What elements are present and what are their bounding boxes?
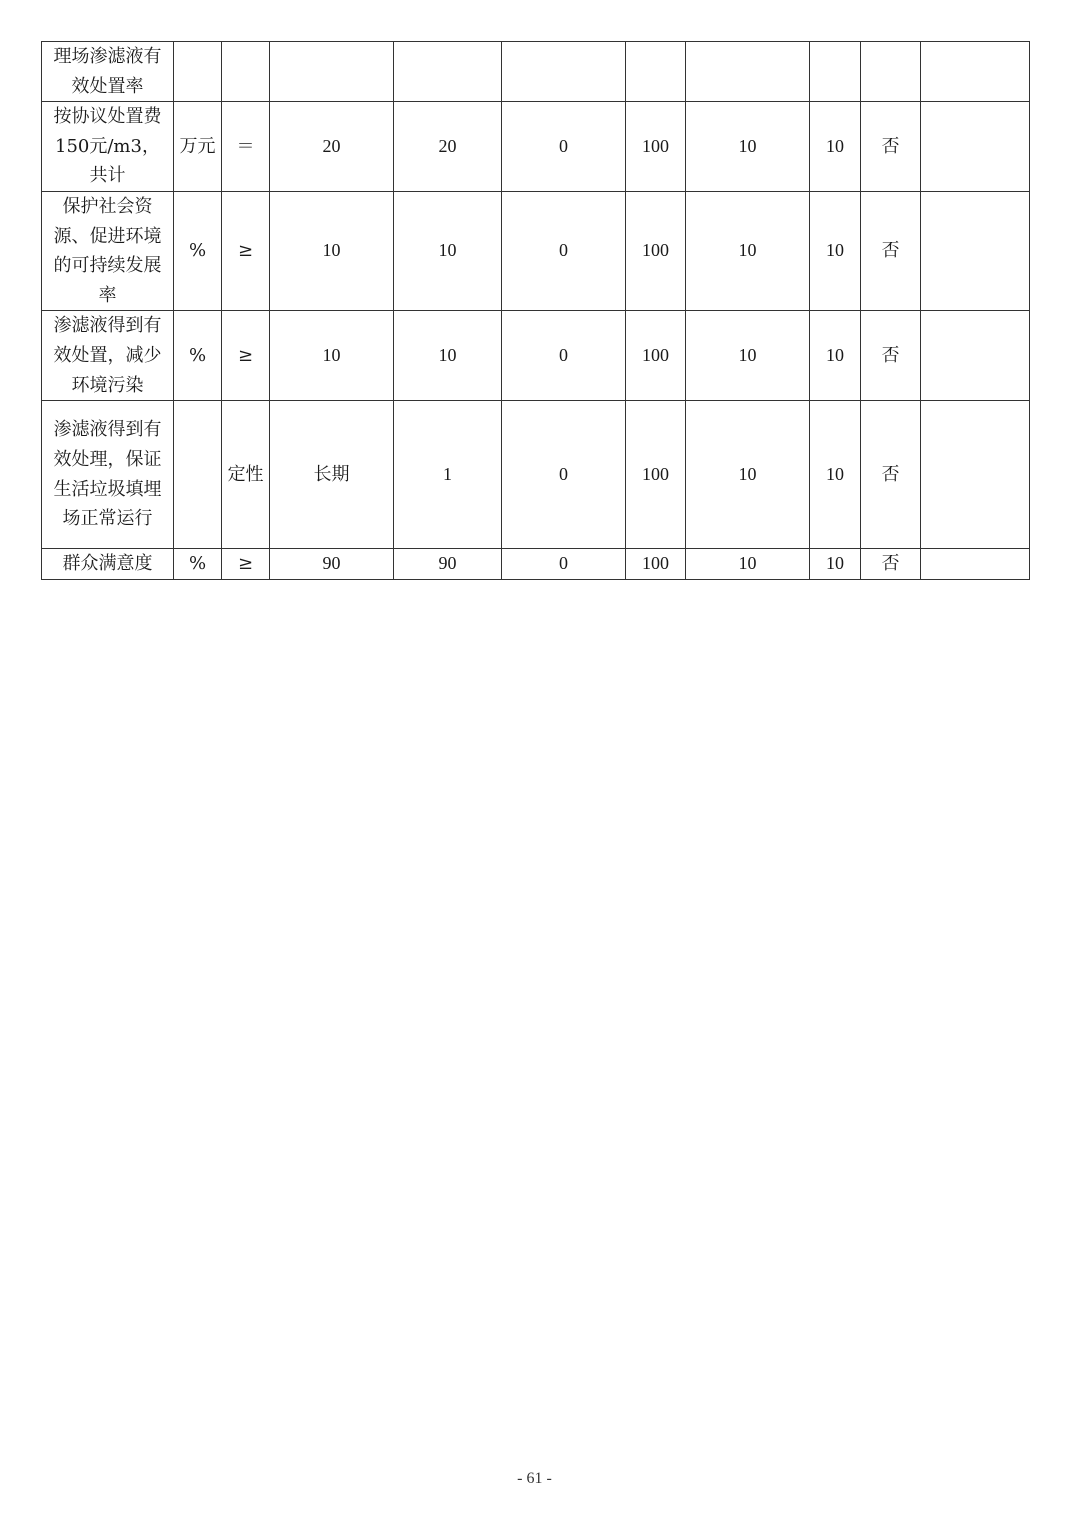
completion-rate-cell: 100 [626,102,686,192]
table-row [42,549,1030,580]
completion-rate-cell: 100 [626,311,686,401]
completion-rate-cell [626,42,686,102]
target-value-cell: 20 [270,102,394,192]
indicator-name-cell: 保护社会资源、促进环境的可持续发展率 [42,191,174,310]
weight-cell: 10 [686,311,810,401]
deviation-cell: 0 [502,401,626,549]
table-row [42,42,1030,102]
operator-cell: ≥ [222,311,270,401]
table-row [42,401,1030,549]
operator-cell [222,42,270,102]
score-cell: 10 [810,191,861,310]
weight-cell: 10 [686,549,810,580]
remark-cell [921,42,1030,102]
flag-cell: 否 [861,191,921,310]
unit-cell: % [174,191,222,310]
flag-cell: 否 [861,549,921,580]
operator-cell: 定性 [222,401,270,549]
actual-value-cell [394,42,502,102]
deviation-cell: 0 [502,191,626,310]
indicator-name-cell: 群众满意度 [42,549,174,580]
unit-cell [174,401,222,549]
remark-cell [921,311,1030,401]
weight-cell: 10 [686,401,810,549]
flag-cell: 否 [861,102,921,192]
operator-cell: ＝ [222,102,270,192]
table-row [42,102,1030,192]
target-value-cell [270,42,394,102]
page-number: - 61 - [517,1470,552,1487]
deviation-cell [502,42,626,102]
score-cell [810,42,861,102]
deviation-cell: 0 [502,311,626,401]
unit-cell [174,42,222,102]
completion-rate-cell: 100 [626,549,686,580]
indicator-name-cell: 渗滤液得到有效处理，保证生活垃圾填埋场正常运行 [42,401,174,549]
actual-value-cell: 90 [394,549,502,580]
target-value-cell: 10 [270,191,394,310]
score-cell: 10 [810,549,861,580]
table-row [42,311,1030,401]
completion-rate-cell: 100 [626,191,686,310]
remark-cell [921,401,1030,549]
weight-cell: 10 [686,191,810,310]
operator-cell: ≥ [222,549,270,580]
table-row [42,191,1030,310]
actual-value-cell: 10 [394,311,502,401]
unit-cell: 万元 [174,102,222,192]
flag-cell [861,42,921,102]
operator-cell: ≥ [222,191,270,310]
indicator-name-cell: 按协议处置费150元/m3，共计 [42,102,174,192]
actual-value-cell: 1 [394,401,502,549]
remark-cell [921,102,1030,192]
deviation-cell: 0 [502,102,626,192]
unit-cell: % [174,311,222,401]
weight-cell [686,42,810,102]
actual-value-cell: 20 [394,102,502,192]
target-value-cell: 长期 [270,401,394,549]
indicator-name-cell: 渗滤液得到有效处置，减少环境污染 [42,311,174,401]
score-cell: 10 [810,311,861,401]
target-value-cell: 10 [270,311,394,401]
flag-cell: 否 [861,311,921,401]
unit-cell: % [174,549,222,580]
score-cell: 10 [810,401,861,549]
indicator-name-cell: 理场渗滤液有效处置率 [42,42,174,102]
weight-cell: 10 [686,102,810,192]
deviation-cell: 0 [502,549,626,580]
completion-rate-cell: 100 [626,401,686,549]
flag-cell: 否 [861,401,921,549]
score-cell: 10 [810,102,861,192]
remark-cell [921,549,1030,580]
performance-indicator-table [41,41,1030,580]
remark-cell [921,191,1030,310]
actual-value-cell: 10 [394,191,502,310]
target-value-cell: 90 [270,549,394,580]
